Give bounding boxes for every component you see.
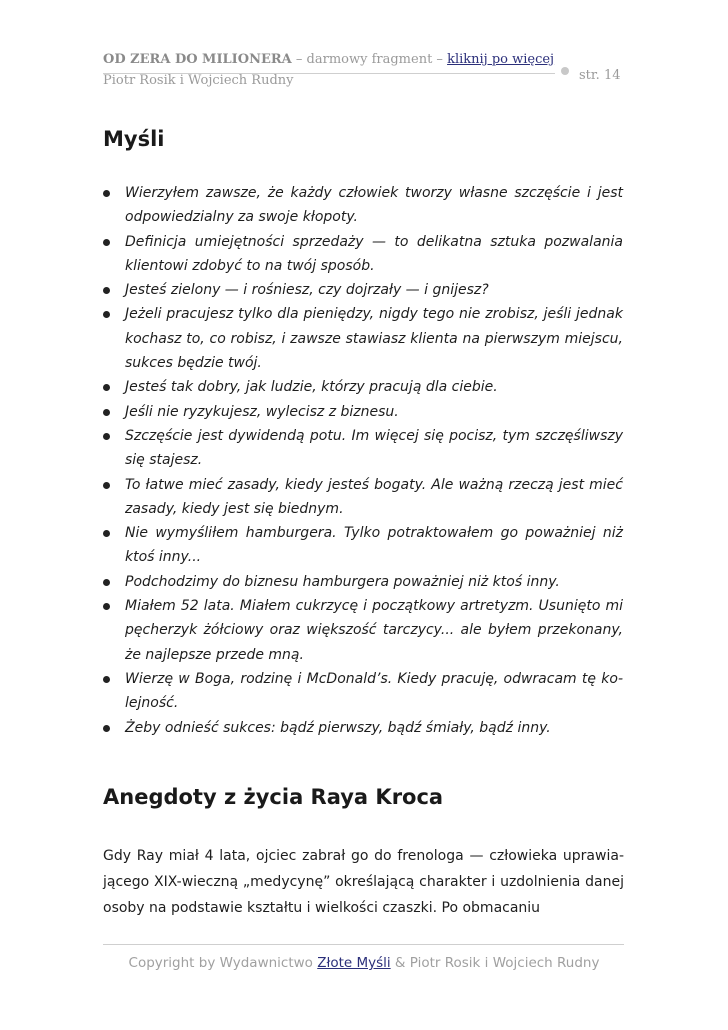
list-item: [103, 375, 623, 399]
bullet-icon: [103, 579, 110, 586]
quote-text: To łatwe mieć zasady, kiedy jesteś bogaty. Ale ważną rzeczą jest mieć zasady, kiedy jest się biednym.: [125, 476, 623, 517]
bullet-icon: [103, 384, 110, 391]
list-item: [103, 594, 623, 667]
anecdote-paragraph: Gdy Ray miał 4 lata, ojciec zabrał go do frenologa — człowieka uprawiającego XIX-wieczną „medycynę” określającą charakter i uzdolnienia danej osoby na podstawie kształtu i wielkości czaszki. Po obmacaniu: [103, 848, 624, 916]
list-item: [103, 230, 623, 279]
quote-text: Szczęście jest dywidendą potu. Im więcej się pocisz, tym szczęśliwszy się stajesz.: [125, 427, 623, 469]
quote-text: Nie wymyśliłem hamburgera. Tylko potraktowałem go poważniej niż ktoś inny...: [125, 525, 623, 566]
book-title: OD ZERA DO MILIONERA: [103, 52, 292, 67]
bullet-icon: [103, 725, 110, 732]
list-item: [103, 570, 623, 594]
quote-text: Żeby odnieść sukces: bądź pierwszy, bądź śmiały, bądź inny.: [125, 719, 551, 736]
list-item: [103, 181, 623, 230]
header-authors: Piotr Rosik i Wojciech Rudny: [103, 73, 294, 88]
bullet-icon: [103, 676, 110, 683]
footer-rule: [103, 944, 624, 945]
bullet-icon: [103, 433, 110, 440]
page-header: [103, 52, 623, 88]
quote-text: Wierzyłem zawsze, że każdy człowiek tworzy własne szczęście i jest odpowiedzialny za swoje kłopoty.: [125, 185, 623, 226]
list-item: [103, 302, 623, 375]
quote-text: Jesteś zielony — i rośniesz, czy dojrzały — i gnijesz?: [125, 282, 489, 299]
bullet-icon: [103, 287, 110, 294]
bullet-icon: [103, 239, 110, 246]
list-item: [103, 473, 623, 522]
bullet-icon: [103, 603, 110, 610]
bullet-icon: [103, 409, 110, 416]
bullet-icon: [103, 190, 110, 197]
more-link[interactable]: kliknij po więcej: [447, 52, 555, 67]
quote-text: Definicja umiejętności sprzedaży — to delikatna sztuka pozwalania klientowi zdobyć to na twój sposób.: [125, 233, 623, 274]
list-item: [103, 667, 623, 716]
quote-text: Miałem 52 lata. Miałem cukrzycę i początkowy artretyzm. Usunięto mi pęcherzyk żółciowy oraz większość tarczycy... ale byłem przekonany, że najlepsze przede mną.: [125, 598, 623, 663]
page-number: str. 14: [579, 68, 621, 83]
quote-text: Jeśli nie ryzykujesz, wylecisz z biznesu.: [125, 403, 399, 420]
footer-suffix: & Piotr Rosik i Wojciech Rudny: [390, 955, 600, 971]
footer-prefix: Copyright by Wydawnictwo: [128, 955, 318, 971]
bullet-icon: [103, 482, 110, 489]
quote-text: Jesteś tak dobry, jak ludzie, którzy pracują dla ciebie.: [125, 379, 498, 396]
bullet-icon: [103, 530, 110, 537]
quote-text: Jeżeli pracujesz tylko dla pieniędzy, nigdy tego nie zrobisz, jeśli jednak kochasz to, co robisz, i zawsze stawiasz klienta na pierwszym miejscu, sukces będzie twój.: [125, 306, 623, 372]
list-item: [103, 424, 623, 473]
bullet-icon: [103, 311, 110, 318]
section-heading-anegdoty: Anegdoty z życia Raya Kroca: [103, 785, 444, 809]
list-item: [103, 278, 623, 302]
header-title-line: [103, 52, 623, 67]
quotes-list: [103, 181, 623, 740]
header-dot: [561, 67, 569, 75]
quote-text: Podchodzimy do biznesu hamburgera poważniej niż ktoś inny.: [125, 573, 560, 590]
list-item: [103, 521, 623, 570]
header-separator: – darmowy fragment –: [291, 52, 448, 67]
publisher-link[interactable]: Złote Myśli: [317, 955, 391, 971]
section-heading-mysli: Myśli: [103, 127, 165, 151]
page-footer: [0, 955, 728, 971]
list-item: [103, 400, 623, 424]
quote-text: Wierzę w Boga, rodzinę i McDonald’s. Kiedy pracuję, odwracam tę kolejność.: [125, 670, 623, 712]
list-item: [103, 716, 623, 740]
